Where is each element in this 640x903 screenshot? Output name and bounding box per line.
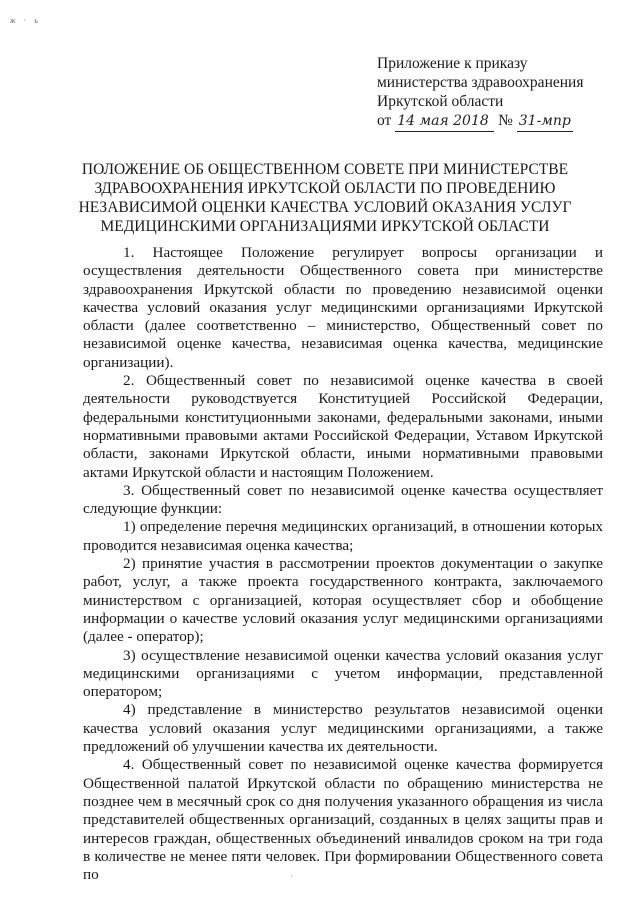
number-prefix: № — [498, 112, 513, 129]
title-line-4: МЕДИЦИНСКИМИ ОРГАНИЗАЦИЯМИ ИРКУТСКОЙ ОБЛАСТИ — [100, 218, 550, 235]
scan-dot: · — [290, 872, 293, 881]
appendix-line-3: Иркутской области — [377, 93, 504, 110]
appendix-line-1: Приложение к приказу — [377, 55, 528, 72]
paragraph-3-item-1: 1) определение перечня медицинских организаций, в отношении которых проводится независимая оценка качества; — [83, 518, 603, 554]
document-body — [83, 244, 603, 884]
handwritten-order-number: 31-мпр — [517, 112, 573, 132]
appendix-line-2: министерства здравоохранения — [377, 74, 584, 91]
appendix-block — [377, 54, 583, 132]
title-line-1: ПОЛОЖЕНИЕ ОБ ОБЩЕСТВЕННОМ СОВЕТЕ ПРИ МИНИСТЕРСТВЕ — [81, 161, 569, 178]
appendix-date-line — [377, 111, 583, 132]
title-line-2: ЗДРАВООХРАНЕНИЯ ИРКУТСКОЙ ОБЛАСТИ ПО ПРОВЕДЕНИЮ — [94, 180, 556, 197]
handwritten-date: 14 мая 2018 — [395, 112, 494, 132]
paragraph-1: 1. Настоящее Положение регулирует вопросы организации и осуществления деятельности Общественного совета при министерстве здравоохранения Иркутской области по проведению независимой оценки качества условий оказания услуг медицинскими организациями Иркутской области (далее соответственно – министерство, Общественный совет по независимой оценке качества, независимая оценка качества, медицинские организации). — [83, 244, 603, 371]
paragraph-3-item-2: 2) принятие участия в рассмотрении проектов документации о закупке работ, услуг, а также проекта государственного контракта, заключаемого министерством с организацией, которая осуществляет сбор и обобщение информации о качестве условий оказания услуг медицинскими организациями (далее - оператор); — [83, 555, 603, 646]
paragraph-3-item-3: 3) осуществление независимой оценки качества условий оказания услуг медицинскими организациями с учетом информации, представленной оператором; — [83, 646, 603, 701]
paragraph-4: 4. Общественный совет по независимой оценке качества формируется Общественной палатой Иркутской области по обращению министерства не позднее чем в месячный срок со дня получения указанного обращения из числа представителей общественных организаций, созданных в целях защиты прав и интересов граждан, общественных объединений инвалидов сроком на три года в количестве не менее пяти человек. При формировании Общественного совета по — [83, 756, 603, 884]
paragraph-3: 3. Общественный совет по независимой оценке качества осуществляет следующие функции: — [83, 481, 603, 518]
title-line-3: НЕЗАВИСИМОЙ ОЦЕНКИ КАЧЕСТВА УСЛОВИЙ ОКАЗАНИЯ УСЛУГ — [78, 199, 572, 216]
scan-artifact: ж · ь — [10, 16, 41, 25]
paragraph-2: 2. Общественный совет по независимой оценке качества в своей деятельности руководствуется Конституцией Российской Федерации, федеральными конституционными законами, федеральными законами, иными нормативными правовыми актами Российской Федерации, Уставом Иркутской области, законами Иркутской области, иными нормативными правовыми актами Иркутской области и настоящим Положением. — [83, 372, 603, 481]
paragraph-3-item-4: 4) представление в министерство результатов независимой оценки качества условий оказания услуг медицинскими организациями, а также предложений об улучшении качества их деятельности. — [83, 701, 603, 756]
date-prefix: от — [377, 112, 392, 129]
document-title — [70, 160, 580, 236]
